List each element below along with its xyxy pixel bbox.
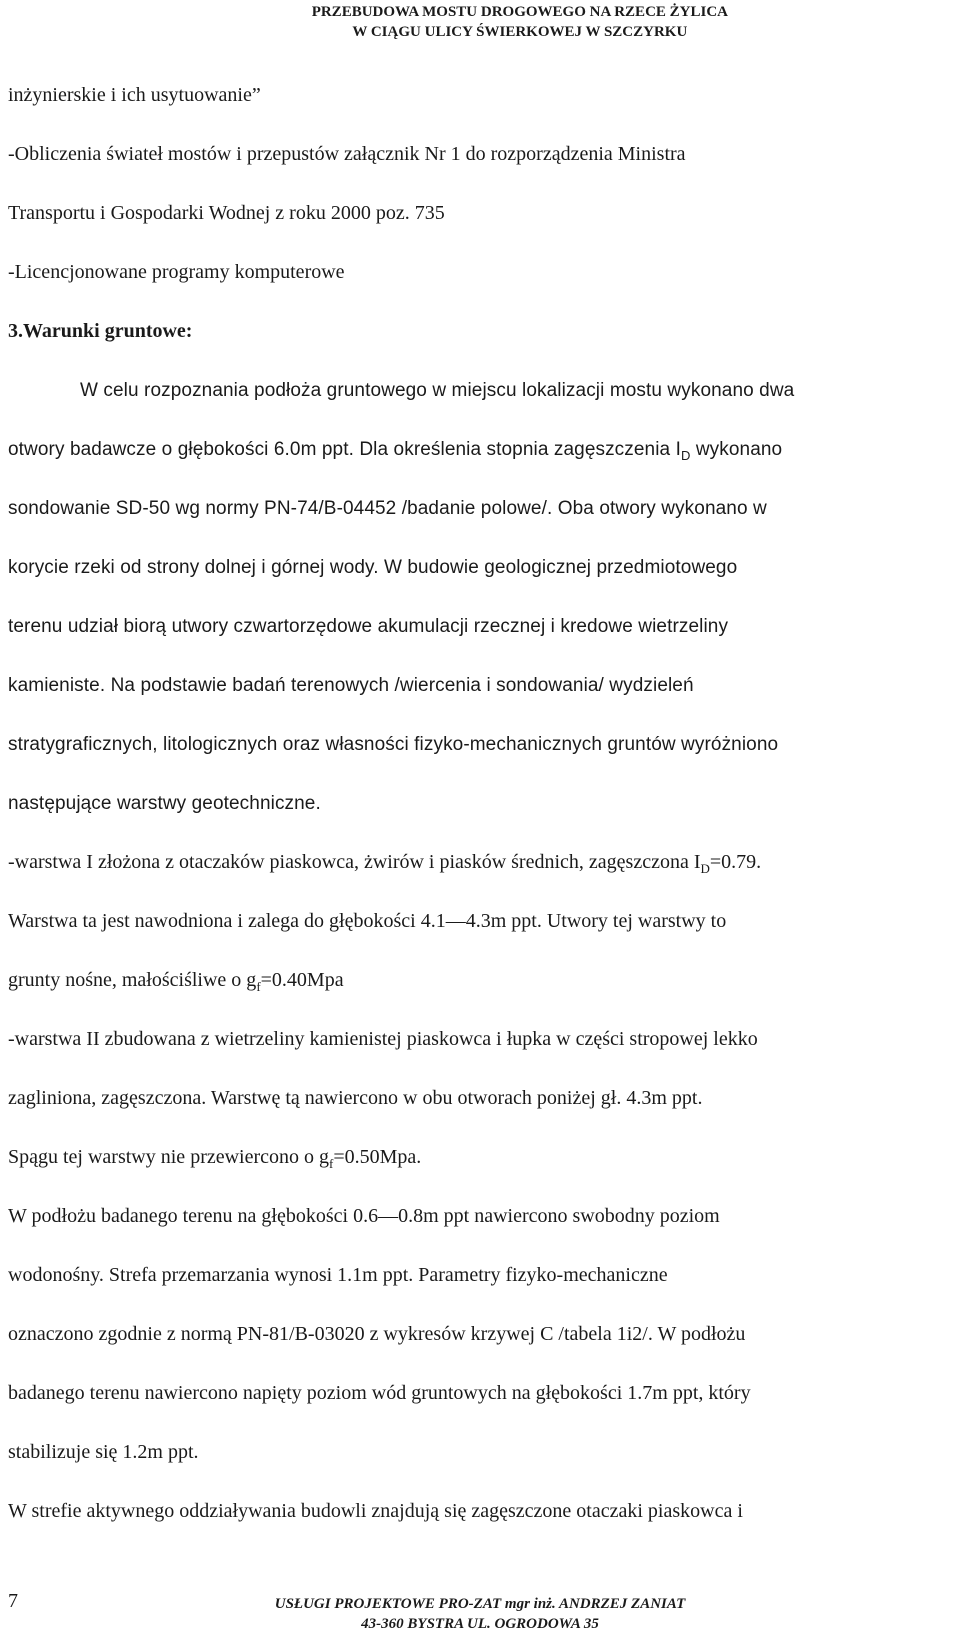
text-line: Warstwa ta jest nawodniona i zalega do głębokości 4.1—4.3m ppt. Utwory tej warstwy to (8, 910, 727, 932)
page-footer (245, 1594, 715, 1634)
text-line: wodonośny. Strefa przemarzania wynosi 1.1m ppt. Parametry fizyko-mechaniczne (8, 1264, 668, 1286)
text-segment: -warstwa I złożona z otaczaków piaskowca, żwirów i piasków średnich, zagęszczona I (8, 851, 701, 873)
subscript: D (680, 447, 691, 463)
subscript: f (256, 979, 261, 994)
text-line: Transportu i Gospodarki Wodnej z roku 2000 poz. 735 (8, 202, 445, 224)
subscript: f (329, 1156, 334, 1171)
text-segment: otwory badawcze o głębokości 6.0m ppt. Dla określenia stopnia zagęszczenia I (8, 439, 681, 460)
text-line: sondowanie SD-50 wg normy PN-74/B-04452 /badanie polowe/. Oba otwory wykonano w (8, 498, 767, 519)
footer-line-1: USŁUGI PROJEKTOWE PRO-ZAT mgr inż. ANDRZEJ ZANIAT (274, 1596, 686, 1612)
text-segment: =0.50Mpa. (333, 1146, 422, 1168)
text-line: stratygraficznych, litologicznych oraz własności fizyko-mechanicznych gruntów wyróżniono (8, 734, 779, 755)
text-line: badanego terenu nawiercono napięty poziom wód gruntowych na głębokości 1.7m ppt, który (8, 1382, 751, 1404)
text-line: -Obliczenia świateł mostów i przepustów załącznik Nr 1 do rozporządzenia Ministra (8, 143, 686, 165)
section-heading: 3.Warunki gruntowe: (8, 320, 193, 342)
text-line: W celu rozpoznania podłoża gruntowego w miejscu lokalizacji mostu wykonano dwa (80, 380, 795, 401)
text-line: korycie rzeki od strony dolnej i górnej wody. W budowie geologicznej przedmiotowego (8, 557, 738, 578)
text-line: inżynierskie i ich usytuowanie” (8, 84, 261, 106)
subscript: D (700, 861, 710, 876)
text-line: W podłożu badanego terenu na głębokości 0.6—0.8m ppt nawiercono swobodny poziom (8, 1205, 720, 1227)
text-segment: grunty nośne, małościśliwe o g (8, 969, 257, 991)
text-segment: =0.79. (709, 851, 762, 873)
document-body (8, 66, 956, 1541)
header-line-1: PRZEBUDOWA MOSTU DROGOWEGO NA RZECE ŻYLICA (311, 4, 728, 20)
text-line: -Licencjonowane programy komputerowe (8, 261, 345, 283)
text-segment: =0.40Mpa (260, 969, 344, 991)
text-line: oznaczono zgodnie z normą PN-81/B-03020 z wykresów krzywej C /tabela 1i2/. W podłożu (8, 1323, 746, 1345)
text-line: następujące warstwy geotechniczne. (8, 793, 321, 814)
page-number: 7 (8, 1590, 18, 1612)
text-line: -warstwa II zbudowana z wietrzeliny kamienistej piaskowca i łupka w części stropowej lekko (8, 1028, 758, 1050)
text-line: W strefie aktywnego oddziaływania budowli znajdują się zagęszczone otaczaki piaskowca i (8, 1500, 743, 1522)
text-line (8, 833, 956, 892)
text-line (8, 951, 956, 1010)
text-line: terenu udział biorą utwory czwartorzędowe akumulacji rzecznej i kredowe wietrzeliny (8, 616, 729, 637)
page-header (312, 2, 728, 42)
text-line: kamieniste. Na podstawie badań terenowych /wiercenia i sondowania/ wydzieleń (8, 675, 694, 696)
text-segment: Spągu tej warstwy nie przewiercono o g (8, 1146, 330, 1168)
text-segment: wykonano (690, 439, 783, 460)
text-line (8, 1128, 956, 1187)
footer-line-2: 43-360 BYSTRA UL. OGRODOWA 35 (361, 1616, 599, 1632)
text-line (8, 420, 956, 479)
text-line: zagliniona, zagęszczona. Warstwę tą nawiercono w obu otworach poniżej gł. 4.3m ppt. (8, 1087, 703, 1109)
header-line-2: W CIĄGU ULICY ŚWIERKOWEJ W SZCZYRKU (352, 24, 688, 40)
text-line: stabilizuje się 1.2m ppt. (8, 1441, 199, 1463)
